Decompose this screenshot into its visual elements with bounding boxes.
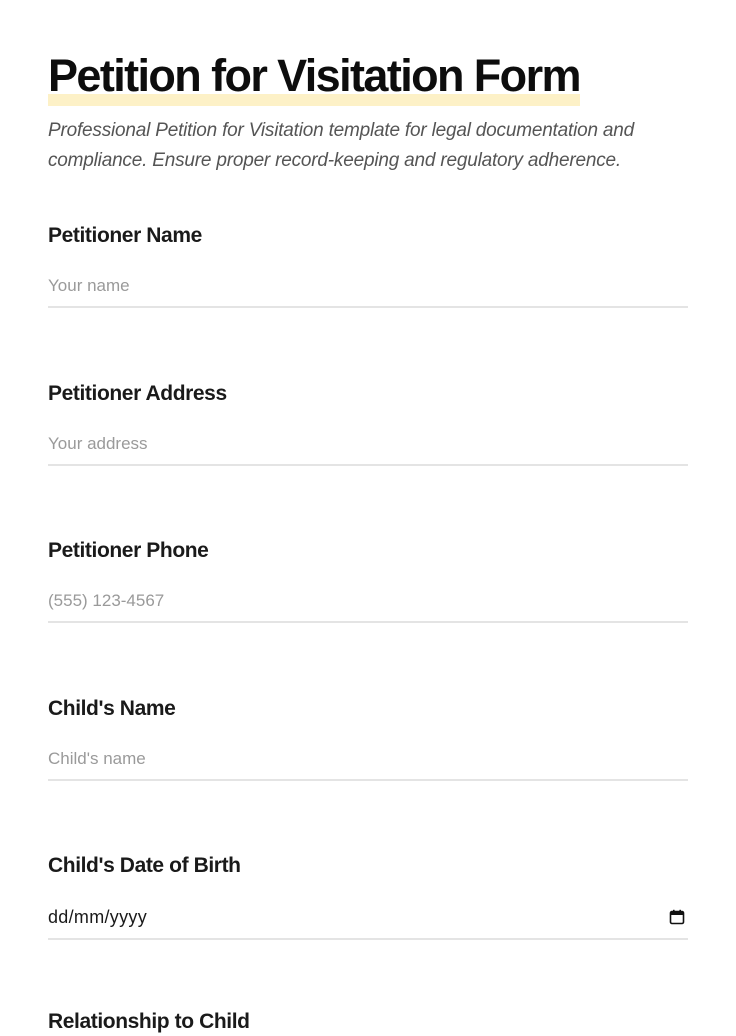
petitioner-name-label: Petitioner Name xyxy=(48,224,202,247)
form-title-wrap xyxy=(48,48,580,104)
child-dob-input[interactable] xyxy=(48,896,688,940)
field-petitioner-address xyxy=(48,380,688,408)
page-title: Petition for Visitation Form xyxy=(48,50,580,101)
date-placeholder: dd/mm/yyyy xyxy=(48,906,148,927)
field-petitioner-name xyxy=(48,222,688,250)
form-description: Professional Petition for Visitation template for legal documentation and compliance. Ensure proper record-keeping and regulatory adherence. xyxy=(48,120,635,171)
field-relationship xyxy=(48,1008,688,1036)
petitioner-name-input[interactable] xyxy=(48,266,688,308)
petitioner-phone-input[interactable] xyxy=(48,581,688,623)
field-child-dob xyxy=(48,852,688,927)
child-name-input[interactable] xyxy=(48,739,688,781)
relationship-label: Relationship to Child xyxy=(48,1010,250,1033)
petitioner-address-input[interactable] xyxy=(48,424,688,466)
calendar-icon[interactable] xyxy=(669,909,685,925)
petitioner-phone-label: Petitioner Phone xyxy=(48,539,209,562)
field-petitioner-phone xyxy=(48,537,688,565)
child-name-label: Child's Name xyxy=(48,697,176,720)
field-child-name xyxy=(48,695,688,723)
petitioner-address-label: Petitioner Address xyxy=(48,382,227,405)
child-dob-label: Child's Date of Birth xyxy=(48,854,241,877)
